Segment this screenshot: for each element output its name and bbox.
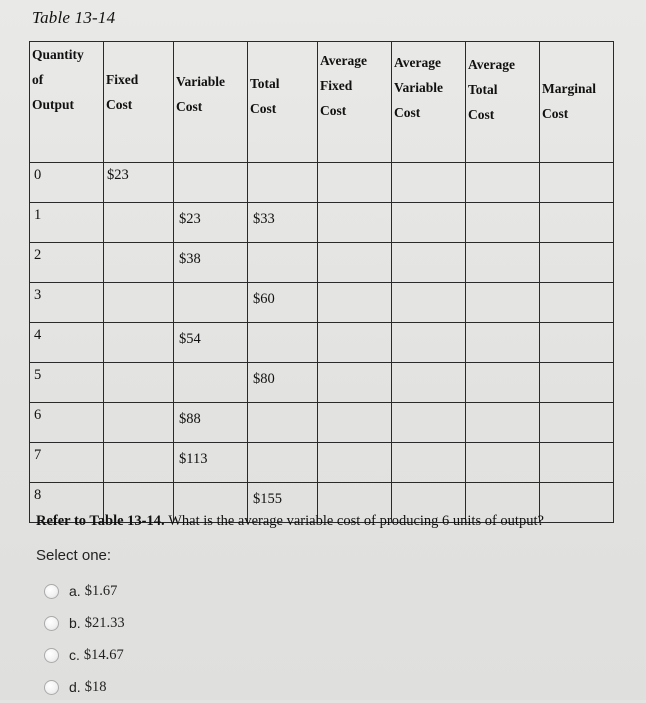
radio-button-icon[interactable] [44, 584, 59, 599]
cell-average-variable-cost [392, 443, 466, 483]
cell-average-total-cost [466, 163, 540, 203]
table-row [30, 443, 614, 483]
cell-fixed-cost [104, 203, 174, 243]
option-value: $18 [84, 678, 107, 695]
cell-marginal-cost [540, 443, 614, 483]
cell-average-total-cost [466, 243, 540, 283]
cell-average-fixed-cost [318, 243, 392, 283]
cell-variable-cost: $113 [174, 443, 248, 483]
cell-total-cost: $60 [248, 283, 318, 323]
table-row [30, 363, 614, 403]
cell-quantity: 0 [30, 163, 104, 203]
cell-average-variable-cost [392, 163, 466, 203]
cell-variable-cost: $38 [174, 243, 248, 283]
cell-quantity: 3 [30, 283, 104, 323]
cell-variable-cost: $88 [174, 403, 248, 443]
cell-average-fixed-cost [318, 443, 392, 483]
table-row [30, 243, 614, 283]
select-one-label: Select one: [36, 547, 112, 564]
radio-button-icon[interactable] [44, 680, 59, 695]
cell-variable-cost [174, 363, 248, 403]
header-fixed-cost: Fixed Cost [104, 42, 174, 163]
cell-marginal-cost [540, 483, 614, 523]
cost-table [29, 41, 614, 523]
cell-quantity: 7 [30, 443, 104, 483]
option-letter: b. [69, 615, 81, 631]
cell-average-total-cost [466, 403, 540, 443]
cell-average-total-cost [466, 363, 540, 403]
cell-fixed-cost [104, 443, 174, 483]
cell-total-cost [248, 443, 318, 483]
option-letter: c. [69, 647, 80, 663]
cell-quantity: 4 [30, 323, 104, 363]
cell-average-total-cost [466, 443, 540, 483]
cell-marginal-cost [540, 363, 614, 403]
cell-total-cost [248, 323, 318, 363]
option-value: $1.67 [84, 582, 118, 599]
answer-options [44, 575, 125, 703]
header-marginal-cost: Marginal Cost [540, 42, 614, 163]
header-variable-cost: Variable Cost [174, 42, 248, 163]
cell-quantity: 1 [30, 203, 104, 243]
cell-average-fixed-cost [318, 163, 392, 203]
cell-variable-cost: $54 [174, 323, 248, 363]
cell-average-variable-cost [392, 283, 466, 323]
cell-marginal-cost [540, 403, 614, 443]
question-text [36, 513, 544, 530]
cell-marginal-cost [540, 323, 614, 363]
cell-average-variable-cost [392, 403, 466, 443]
table-header-row [30, 42, 614, 163]
cell-total-cost [248, 243, 318, 283]
cell-average-variable-cost [392, 363, 466, 403]
option-letter: a. [69, 583, 81, 599]
table-row [30, 283, 614, 323]
cell-quantity: 5 [30, 363, 104, 403]
cell-average-fixed-cost [318, 203, 392, 243]
cell-total-cost: $155 [248, 483, 318, 523]
table-row [30, 203, 614, 243]
cell-quantity: 6 [30, 403, 104, 443]
cell-average-total-cost [466, 283, 540, 323]
cell-variable-cost: $23 [174, 203, 248, 243]
header-total-cost: Total Cost [248, 42, 318, 163]
header-average-total-cost: Average Total Cost [466, 42, 540, 163]
question-reference: Refer to Table 13-14. [36, 513, 165, 529]
table-row [30, 163, 614, 203]
radio-button-icon[interactable] [44, 648, 59, 663]
radio-button-icon[interactable] [44, 616, 59, 631]
cell-quantity: 2 [30, 243, 104, 283]
cell-total-cost: $80 [248, 363, 318, 403]
cell-total-cost [248, 403, 318, 443]
header-average-fixed-cost: Average Fixed Cost [318, 42, 392, 163]
cell-fixed-cost [104, 403, 174, 443]
cell-marginal-cost [540, 203, 614, 243]
cell-fixed-cost: $23 [104, 163, 174, 203]
cell-average-fixed-cost [318, 363, 392, 403]
option-a[interactable] [44, 575, 125, 607]
cell-marginal-cost [540, 243, 614, 283]
option-letter: d. [69, 679, 81, 695]
cell-average-fixed-cost [318, 283, 392, 323]
cell-marginal-cost [540, 283, 614, 323]
option-value: $21.33 [84, 614, 125, 631]
option-d[interactable] [44, 671, 125, 703]
cell-fixed-cost [104, 363, 174, 403]
cell-average-variable-cost [392, 243, 466, 283]
option-c[interactable] [44, 639, 125, 671]
cell-average-variable-cost [392, 203, 466, 243]
cell-total-cost [248, 163, 318, 203]
table-title: Table 13-14 [32, 8, 116, 27]
option-value: $14.67 [83, 646, 124, 663]
table-row [30, 403, 614, 443]
cell-quantity: 8 [30, 483, 104, 523]
header-average-variable-cost: Average Variable Cost [392, 42, 466, 163]
option-b[interactable] [44, 607, 125, 639]
cell-total-cost: $33 [248, 203, 318, 243]
cell-average-total-cost [466, 323, 540, 363]
cell-fixed-cost [104, 283, 174, 323]
cell-marginal-cost [540, 163, 614, 203]
header-quantity-of-output: Quantity of Output [30, 42, 104, 163]
cell-variable-cost [174, 163, 248, 203]
cell-average-total-cost [466, 203, 540, 243]
question-body: What is the average variable cost of producing 6 units of output? [168, 513, 544, 529]
cell-average-fixed-cost [318, 403, 392, 443]
cell-fixed-cost [104, 323, 174, 363]
cell-average-fixed-cost [318, 323, 392, 363]
table-row [30, 323, 614, 363]
cell-fixed-cost [104, 243, 174, 283]
cell-average-variable-cost [392, 323, 466, 363]
cell-variable-cost [174, 283, 248, 323]
